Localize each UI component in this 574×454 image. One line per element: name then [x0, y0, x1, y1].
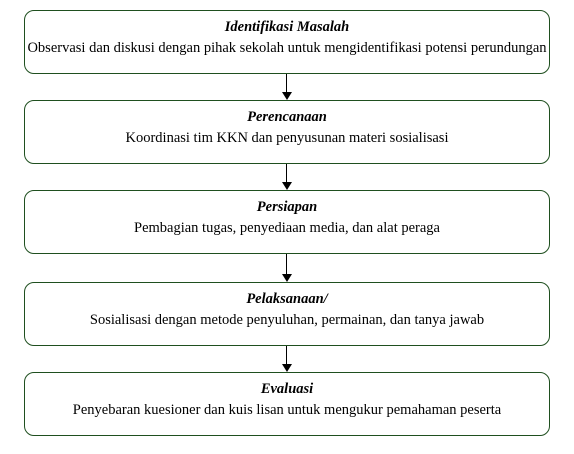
step-identifikasi-masalah: [24, 10, 550, 74]
step-perencanaan: [24, 100, 550, 164]
step-title: Perencanaan: [247, 109, 327, 125]
step-persiapan: [24, 190, 550, 254]
step-description: Observasi dan diskusi dengan pihak sekolah untuk mengidentifikasi potensi perundungan: [27, 40, 547, 56]
step-description: Penyebaran kuesioner dan kuis lisan untuk mengukur pemahaman peserta: [72, 402, 502, 418]
step-description: Koordinasi tim KKN dan penyusunan materi sosialisasi: [125, 130, 449, 146]
arrow-down-icon: [282, 254, 292, 282]
step-pelaksanaan: [24, 282, 550, 346]
step-description: Sosialisasi dengan metode penyuluhan, permainan, dan tanya jawab: [89, 312, 485, 328]
step-title: Identifikasi Masalah: [224, 19, 350, 35]
step-evaluasi: [24, 372, 550, 436]
step-title: Pelaksanaan/: [246, 291, 328, 307]
step-title: Evaluasi: [260, 381, 314, 397]
arrow-down-icon: [282, 164, 292, 190]
step-title: Persiapan: [256, 199, 318, 215]
step-description: Pembagian tugas, penyediaan media, dan alat peraga: [134, 220, 440, 236]
arrow-down-icon: [282, 346, 292, 372]
arrow-down-icon: [282, 74, 292, 100]
